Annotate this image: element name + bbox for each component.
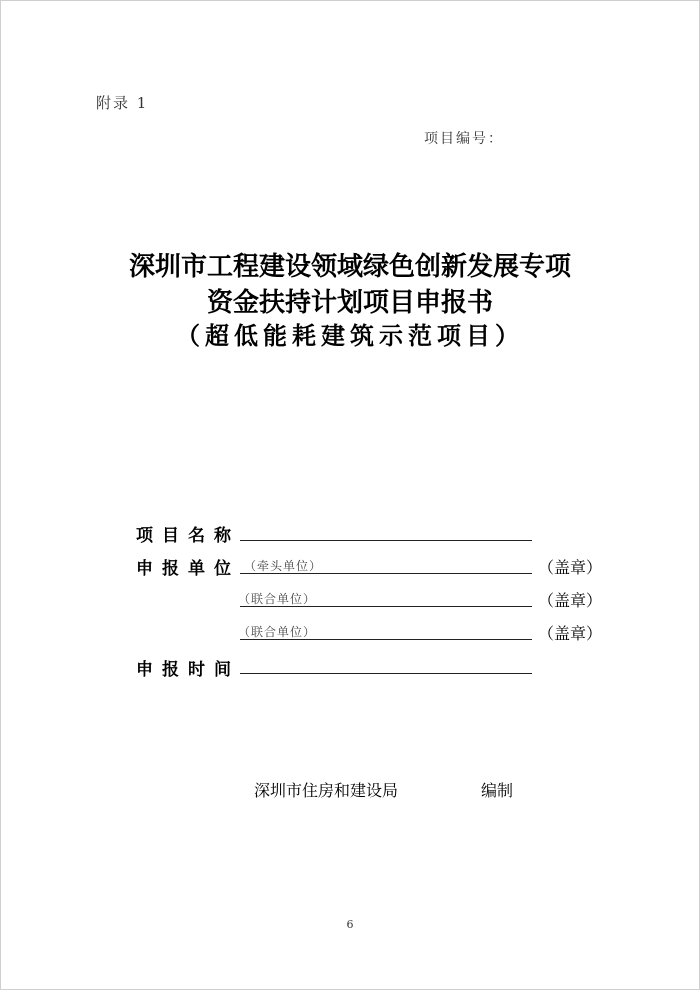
joint-unit-seal-2: （盖章） [538, 624, 603, 643]
page-number: 6 [346, 918, 354, 931]
project-name-label: 项目名称 [136, 526, 240, 546]
joint-unit-input-line-1[interactable] [240, 606, 532, 607]
applicant-label: 申报单位 [136, 559, 240, 579]
apply-time-label: 申报时间 [136, 660, 240, 680]
appendix-label: 附录 1 [96, 94, 149, 112]
lead-unit-seal: （盖章） [538, 558, 603, 577]
joint-unit-hint-2: （联合单位） [238, 625, 317, 639]
joint-unit-hint-1: （联合单位） [238, 592, 317, 606]
joint-unit-input-line-2[interactable] [240, 639, 532, 640]
project-number-label: 项目编号： [424, 131, 504, 147]
title-line-2: 资金扶持计划项目申报书 [206, 288, 493, 318]
title-line-1: 深圳市工程建设领域绿色创新发展专项 [128, 252, 571, 282]
project-name-input-line[interactable] [240, 540, 532, 541]
title-line-3: （超低能耗建筑示范项目） [176, 322, 524, 350]
compiler-action: 编制 [481, 781, 514, 800]
joint-unit-seal-1: （盖章） [538, 591, 603, 610]
apply-time-input-line[interactable] [240, 673, 532, 674]
lead-unit-hint: （牵头单位） [244, 559, 323, 573]
compiler-organization: 深圳市住房和建设局 [254, 781, 399, 800]
lead-unit-input-line[interactable] [240, 573, 532, 574]
